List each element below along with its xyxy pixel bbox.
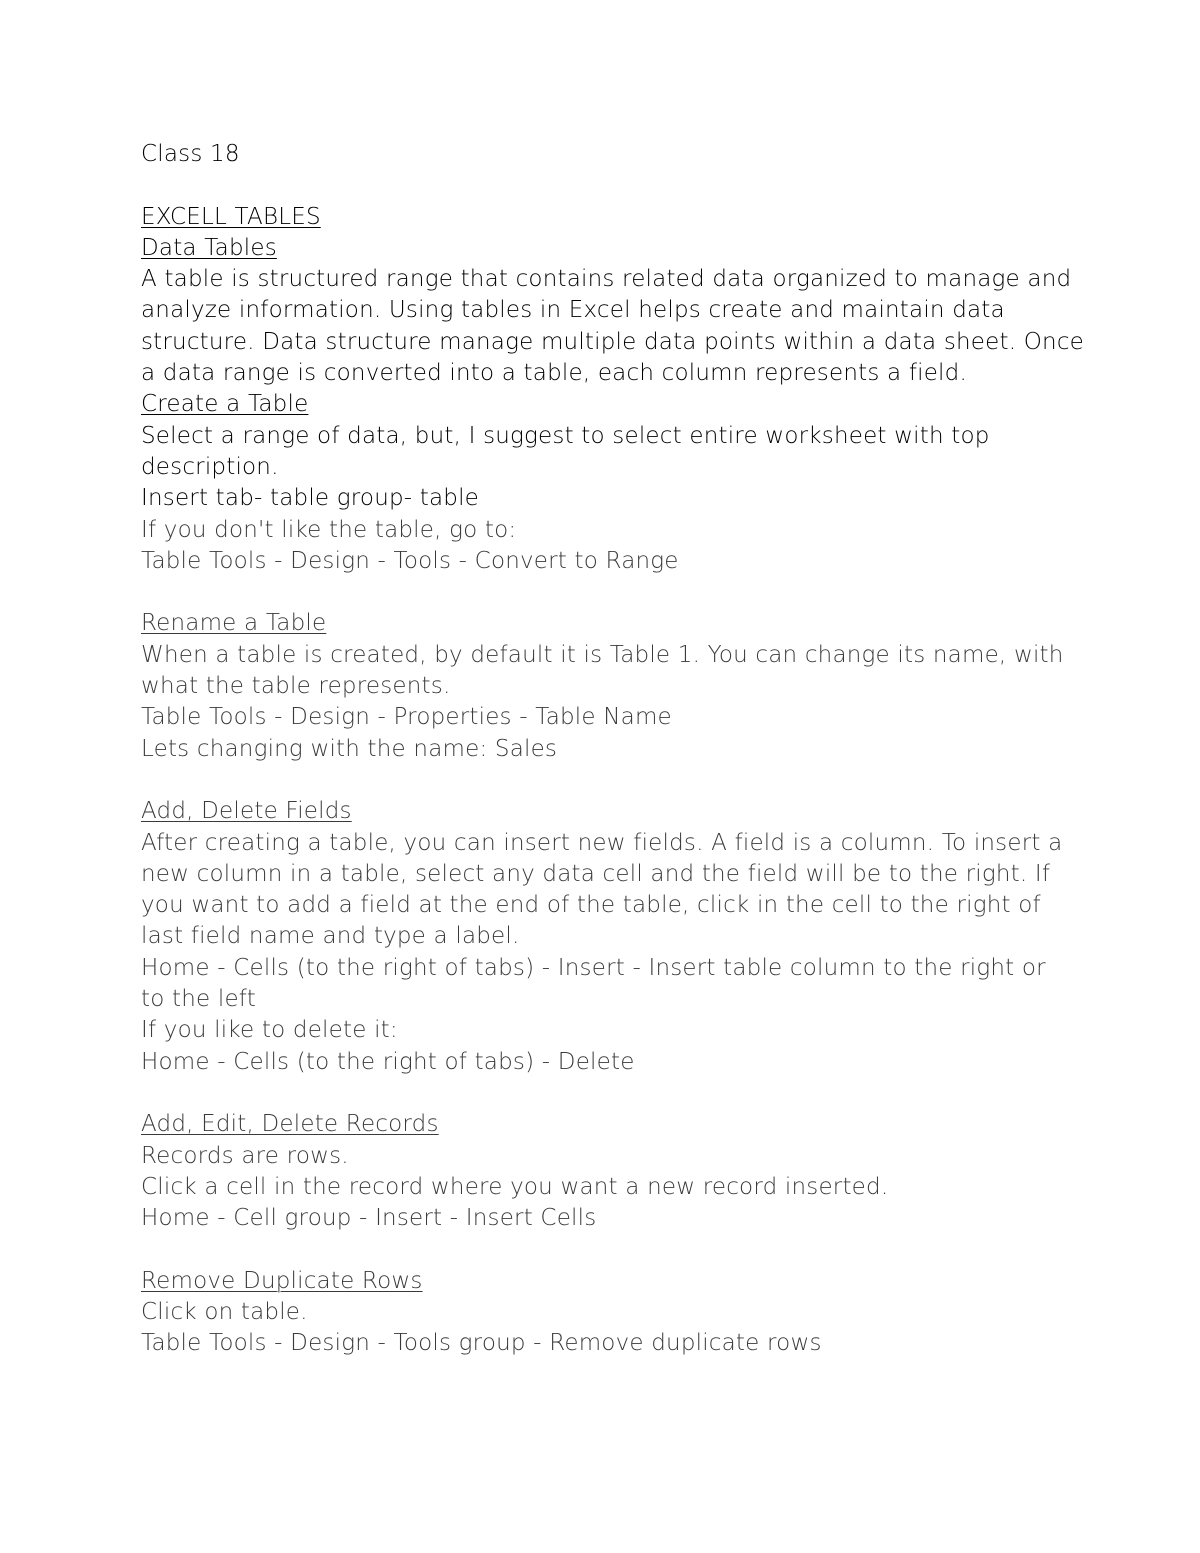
records-line: Click a cell in the record where you want a new record inserted. (141, 1173, 889, 1200)
records-heading: Add, Edit, Delete Records (141, 1111, 439, 1138)
create-table-line: Select a range of data, but, I suggest to select entire worksheet with top (141, 422, 990, 449)
rename-table-line: Lets changing with the name: Sales (141, 735, 558, 762)
spacer (141, 170, 1071, 201)
spacer (141, 765, 1071, 796)
add-delete-fields-line: last field name and type a label. (141, 923, 520, 950)
create-table-heading: Create a Table (141, 391, 309, 418)
data-tables-line: A table is structured range that contains related data organized to manage and (141, 266, 1072, 293)
rename-table-line: Table Tools - Design - Properties - Table Name (141, 704, 672, 731)
data-tables-line: structure. Data structure manage multiple data points within a data sheet. Once (141, 328, 1085, 355)
add-delete-fields-line: new column in a table, select any data cell and the field will be to the right. If (141, 860, 1051, 887)
add-delete-fields-line: you want to add a field at the end of the table, click in the cell to the right of (141, 892, 1041, 919)
spacer (141, 1234, 1071, 1265)
add-delete-fields-line: Home - Cells (to the right of tabs) - Delete (141, 1048, 635, 1075)
add-delete-fields-line: After creating a table, you can insert new fields. A field is a column. To insert a (141, 829, 1063, 856)
rename-table-heading: Rename a Table (141, 610, 327, 637)
add-delete-fields-heading: Add, Delete Fields (141, 798, 352, 825)
create-table-line: If you don't like the table, go to: (141, 516, 517, 543)
records-line: Home - Cell group - Insert - Insert Cells (141, 1205, 597, 1232)
add-delete-fields-line: If you like to delete it: (141, 1017, 398, 1044)
add-delete-fields-line: Home - Cells (to the right of tabs) - Insert - Insert table column to the right or (141, 954, 1046, 981)
data-tables-line: a data range is converted into a table, each column represents a field. (141, 360, 967, 387)
create-table-line: description. (141, 453, 279, 480)
create-table-line: Table Tools - Design - Tools - Convert to Range (141, 547, 679, 574)
remove-duplicates-heading: Remove Duplicate Rows (141, 1267, 423, 1294)
records-line: Records are rows. (141, 1142, 349, 1169)
data-tables-heading: Data Tables (141, 234, 277, 261)
spacer (141, 577, 1071, 608)
rename-table-line: what the table represents. (141, 673, 451, 700)
remove-duplicates-line: Click on table. (141, 1298, 308, 1325)
spacer (141, 1078, 1071, 1109)
class-title: Class 18 (141, 141, 240, 167)
add-delete-fields-line: to the left (141, 986, 256, 1013)
section-title: EXCELL TABLES (141, 203, 321, 230)
data-tables-line: analyze information. Using tables in Excel helps create and maintain data (141, 297, 1005, 324)
document-page (141, 139, 1085, 1360)
create-table-line: Insert tab- table group- table (141, 485, 480, 512)
rename-table-line: When a table is created, by default it is Table 1. You can change its name, with (141, 641, 1064, 668)
remove-duplicates-line: Table Tools - Design - Tools group - Remove duplicate rows (141, 1330, 822, 1357)
